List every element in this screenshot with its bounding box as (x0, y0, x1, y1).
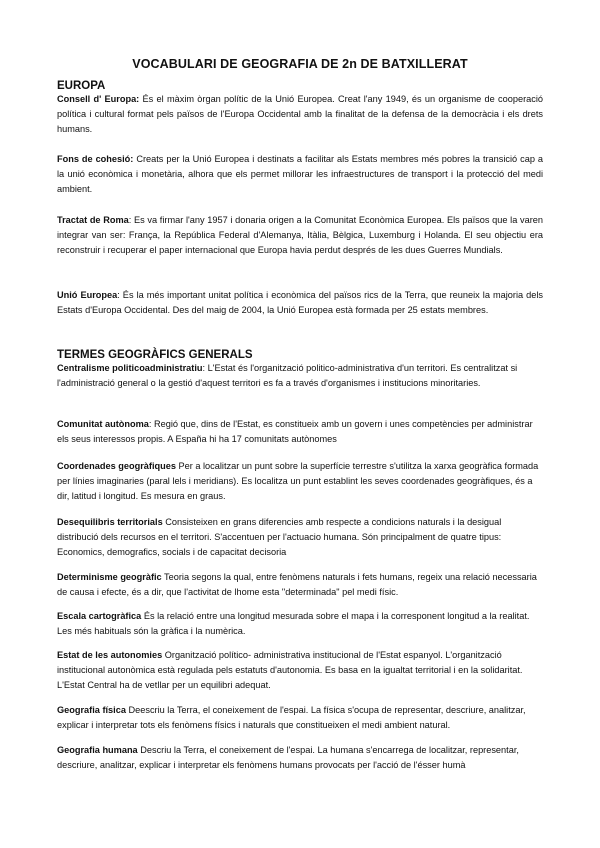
section-heading-termes-geografics: TERMES GEOGRÀFICS GENERALS (57, 349, 253, 361)
term: Unió Europea (57, 290, 118, 300)
term: Desequilibris territorials (57, 517, 163, 527)
entry-consell-europa (57, 92, 543, 138)
term: Centralisme politicoadministratiu (57, 363, 203, 373)
definition: Deescriu la Terra, el coneixement de l'espai. La física s'ocupa de representar, descriure, analitzar, explicar i interpretar tots els fenòmens físics i naturals que constitueixen el medi ambient natural. (57, 705, 526, 731)
entry-unio-europea (57, 288, 543, 318)
entry-comunitat-autonoma (57, 417, 543, 447)
term: Tractat de Roma (57, 215, 129, 225)
definition: Descriu la Terra, el coneixement de l'espai. La humana s'encarrega de localitzar, representar, descriure, analitzar, explicar i interpretar els fenòmens humans provocats per l'acció de l'ésser humà (57, 745, 519, 771)
term: Consell d' Europa: (57, 94, 140, 104)
definition: És el màxim òrgan polític de la Unió Europea. Creat l'any 1949, és un organisme de cooperació política i cultural format pels països de l'Europa Occidental amb la finalitat de la defensa de la democràcia i els drets humans. (57, 94, 544, 135)
term: Determinisme geogràfic (57, 572, 162, 582)
definition: : Regió que, dins de l'Estat, es constitueix amb un govern i unes competències per administrar els seus interessos propis. A España hi ha 17 comunitats autònomes (57, 419, 533, 445)
definition: És la relació entre una longitud mesurada sobre el mapa i la corresponent longitud a la realitat. Les més habituals són la gràfica i la numèrica. (57, 611, 530, 637)
term: Geografia humana (57, 745, 138, 755)
term: Geografia física (57, 705, 126, 715)
definition: Consisteixen en grans diferencies amb respecte a condicions naturals i la desigual distribució dels recursos en el territori. S'accentuen per l'actuacio humana. Són principalment de quatre tipus: Economics, demografics, socials i de capacitat decisoria (57, 517, 502, 558)
term: Comunitat autònoma (57, 419, 149, 429)
document-title: VOCABULARI DE GEOGRAFIA DE 2n DE BATXILLERAT (132, 57, 468, 71)
entry-tractat-roma (57, 213, 543, 259)
definition: Organització político- administrativa institucional de l'Estat espanyol. L'organització institucional autonòmica està regulada pels estatuts d'autonomia. Es basa en la igualtat territorial i en la solidaritat. L'Estat Central ha de vetllar per un equilibri adequat. (57, 650, 523, 691)
entry-fons-cohesio (57, 152, 543, 198)
definition: : L'Estat és l'organització politico-administrativa d'un territori. Es centralitzat si l'administració general o la gestió d'aquest territori es fa a través d'organismes i institucions minoritaries. (57, 363, 518, 389)
term: Coordenades geogràfiques (57, 461, 176, 471)
definition: : És la més important unitat política i econòmica del països rics de la Terra, que reuneix la majoria dels Estats d'Europa Occidental. Des del maig de 2004, la Unió Europea està formada per 25 estats membres. (57, 290, 543, 316)
definition: : Es va firmar l'any 1957 i donaria origen a la Comunitat Econòmica Europea. Els països que la varen integrar van ser: França, la República Federal d'Alemanya, Itàlia, Bèlgica, Luxemburg i Holanda. El seu objectiu era reconstruir i recuperar el paper internacional que Europa havia perdut després de les dues Guerres Mundials. (57, 215, 543, 256)
definition: Per a localitzar un punt sobre la superfície terrestre s'utilitza la xarxa geogràfica formada per línies imaginaries (paral lels i meridians). Es localitza un punt establint les seves coordenades geogràfiques, és a dir, latitud i longitud. Es mesura en graus. (57, 461, 539, 502)
entry-geografia-fisica (57, 703, 543, 733)
definition: Teoria segons la qual, entre fenòmens naturals i fets humans, regeix una relació necessaria de causa i efecte, és a dir, que l'activitat de lhome esta "determinada" pel medi físic. (57, 572, 537, 598)
entry-coordenades (57, 459, 543, 505)
term: Fons de cohesió: (57, 154, 134, 164)
entry-centralisme (57, 361, 543, 391)
definition: Creats per la Unió Europea i destinats a facilitar als Estats membres més pobres la transició cap a la unió econòmica i monetària, alhora que els permet millorar les infraestructures de transport i la protecció del medi ambient. (57, 154, 543, 195)
entry-desequilibris (57, 515, 543, 561)
section-heading-europa: EUROPA (57, 80, 106, 92)
entry-escala-cartografica (57, 609, 543, 639)
entry-geografia-humana (57, 743, 543, 773)
term: Estat de les autonomies (57, 650, 163, 660)
entry-estat-autonomies (57, 648, 543, 694)
entry-determinisme (57, 570, 543, 600)
term: Escala cartogràfica (57, 611, 142, 621)
